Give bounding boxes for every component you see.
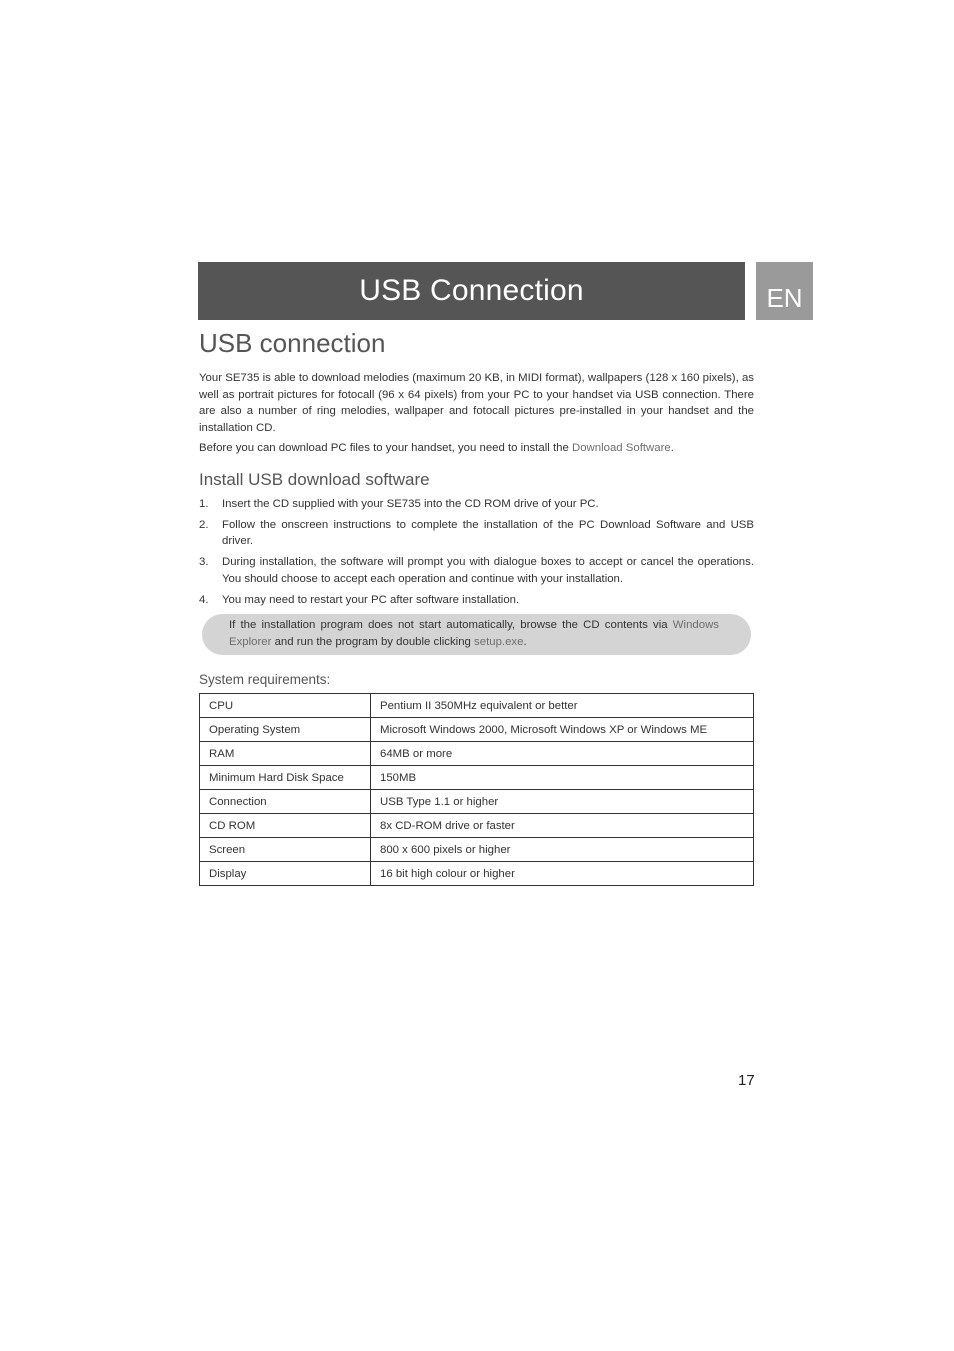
chapter-title: USB Connection <box>359 274 584 307</box>
note-suffix: . <box>523 635 527 648</box>
page-content <box>199 326 754 886</box>
note-box <box>202 614 751 655</box>
step-text: Insert the CD supplied with your SE735 into the CD ROM drive of your PC. <box>222 497 599 510</box>
step-number: 2. <box>199 518 209 531</box>
table-row <box>200 742 754 766</box>
requirement-key: Minimum Hard Disk Space <box>200 766 371 790</box>
list-item <box>199 554 754 587</box>
requirement-key: Operating System <box>200 718 371 742</box>
table-row <box>200 694 754 718</box>
page-number: 17 <box>738 1072 755 1089</box>
step-text: You may need to restart your PC after software installation. <box>222 593 520 606</box>
language-label: EN <box>766 283 803 313</box>
requirement-value: 16 bit high colour or higher <box>371 862 754 886</box>
list-item <box>199 496 754 512</box>
step-number: 4. <box>199 593 209 606</box>
note-text: If the installation program does not start automatically, browse the CD contents via <box>229 619 673 632</box>
system-requirements-table <box>199 693 754 886</box>
requirement-value: USB Type 1.1 or higher <box>371 790 754 814</box>
requirement-value: 150MB <box>371 766 754 790</box>
note-text-middle: and run the program by double clicking <box>271 635 475 648</box>
chapter-header-bar <box>198 262 745 320</box>
requirement-value: 64MB or more <box>371 742 754 766</box>
requirement-key: RAM <box>200 742 371 766</box>
download-software-term: Download Software <box>571 442 671 454</box>
requirement-key: Screen <box>200 838 371 862</box>
install-steps-list <box>199 496 754 609</box>
table-row <box>200 814 754 838</box>
before-text: Before you can download PC files to your handset, you need to install the <box>199 442 572 454</box>
step-text: During installation, the software will prompt you with dialogue boxes to accept or cancel the operations. You should choose to accept each operation and continue with your installation. <box>222 556 754 585</box>
windows-explorer-term: Windows Explorer <box>229 619 719 648</box>
section-title: USB connection <box>199 328 386 358</box>
requirement-key: CPU <box>200 694 371 718</box>
requirement-key: CD ROM <box>200 814 371 838</box>
step-text: Follow the onscreen instructions to complete the installation of the PC Download Software and USB driver. <box>222 518 754 548</box>
requirement-value: 800 x 600 pixels or higher <box>371 838 754 862</box>
step-number: 3. <box>199 556 209 569</box>
requirement-value: Pentium II 350MHz equivalent or better <box>371 694 754 718</box>
table-row <box>200 838 754 862</box>
table-row <box>200 790 754 814</box>
requirement-value: Microsoft Windows 2000, Microsoft Windows XP or Windows ME <box>371 718 754 742</box>
before-paragraph <box>199 440 754 457</box>
step-number: 1. <box>199 497 209 510</box>
before-suffix: . <box>670 442 674 454</box>
table-row <box>200 862 754 886</box>
list-item <box>199 517 754 550</box>
requirement-value: 8x CD-ROM drive or faster <box>371 814 754 838</box>
table-row <box>200 766 754 790</box>
requirement-key: Connection <box>200 790 371 814</box>
intro-paragraph: Your SE735 is able to download melodies (maximum 20 KB, in MIDI format), wallpapers (128 x 160 pixels), as well as portrait pictures for fotocall (96 x 64 pixels) from your PC to your handset via USB connection. There are also a number of ring melodies, wallpaper and fotocall pictures pre-installed in your handset and the installation CD. <box>199 372 754 434</box>
setup-exe-term: setup.exe <box>474 635 524 648</box>
language-tab <box>756 262 813 320</box>
list-item <box>199 592 754 608</box>
table-row <box>200 718 754 742</box>
system-requirements-label: System requirements: <box>199 672 331 688</box>
requirement-key: Display <box>200 862 371 886</box>
install-heading: Install USB download software <box>199 469 430 489</box>
